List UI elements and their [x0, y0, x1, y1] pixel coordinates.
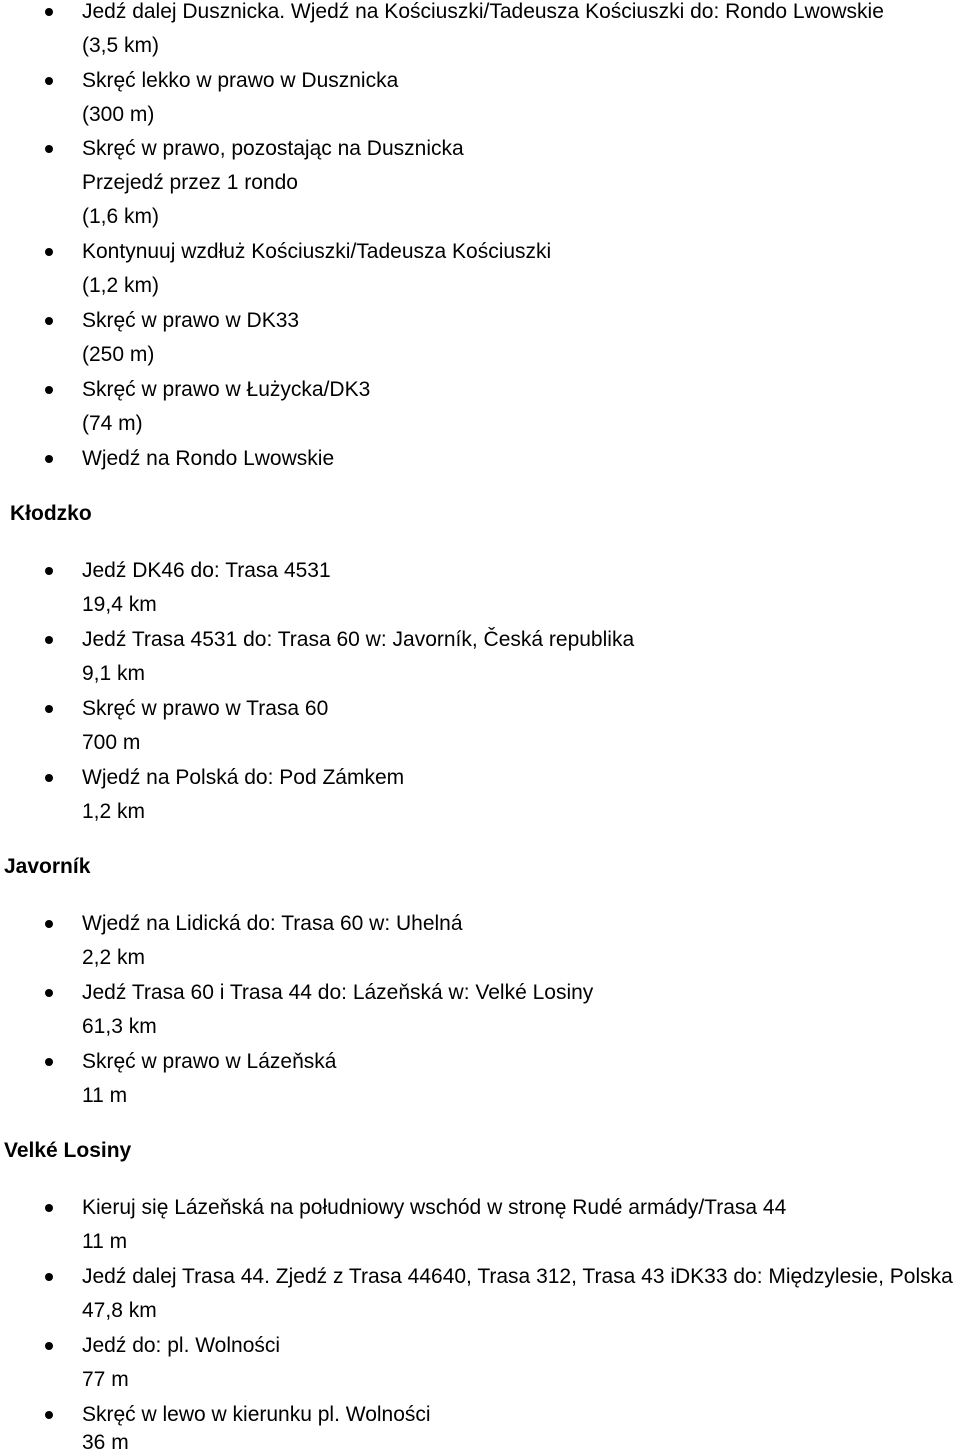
step-distance: 36 m [82, 1431, 129, 1454]
direction-step: Skręć w prawo w Trasa 60 [82, 697, 329, 720]
step-distance: 11 m [82, 1084, 128, 1107]
direction-step: Jedź Trasa 60 i Trasa 44 do: Lázeňská w: Velké Losiny [82, 981, 594, 1004]
step-distance: 2,2 km [82, 946, 146, 969]
step-detail: Przejedź przez 1 rondo [82, 171, 298, 194]
step-distance: (3,5 km) [82, 34, 160, 57]
step-distance: 700 m [82, 731, 141, 754]
direction-step: Kontynuuj wzdłuż Kościuszki/Tadeusza Kościuszki [82, 240, 552, 263]
step-distance: (250 m) [82, 343, 155, 366]
bullet-icon [45, 1058, 53, 1066]
direction-step: Jedź dalej Trasa 44. Zjedź z Trasa 44640, Trasa 312, Trasa 43 iDK33 do: Międzylesie, Polska [82, 1265, 953, 1288]
step-distance: 1,2 km [82, 800, 146, 823]
direction-step: Skręć w prawo w Łużycka/DK3 [82, 378, 371, 401]
bullet-icon [45, 774, 53, 782]
step-distance: 19,4 km [82, 593, 157, 616]
section-heading-velke-losiny: Velké Losiny [4, 1139, 132, 1162]
bullet-icon [45, 455, 53, 463]
bullet-icon [45, 386, 53, 394]
direction-step: Jedź do: pl. Wolności [82, 1334, 281, 1357]
section-heading-javornik: Javorník [4, 855, 91, 878]
direction-step: Wjedź na Polská do: Pod Zámkem [82, 766, 405, 789]
direction-step: Kieruj się Lázeňská na południowy wschód w stronę Rudé armády/Trasa 44 [82, 1196, 787, 1219]
step-distance: (1,2 km) [82, 274, 160, 297]
bullet-icon [45, 636, 53, 644]
direction-step: Jedź Trasa 4531 do: Trasa 60 w: Javorník, Česká republika [82, 628, 635, 651]
direction-step: Skręć w prawo, pozostając na Dusznicka [82, 137, 464, 160]
direction-step: Skręć w prawo w Lázeňská [82, 1050, 337, 1073]
bullet-icon [45, 920, 53, 928]
step-distance: (1,6 km) [82, 205, 160, 228]
step-distance: 11 m [82, 1230, 128, 1253]
section-heading-klodzko: Kłodzko [10, 502, 92, 525]
bullet-icon [45, 317, 53, 325]
direction-step: Wjedź na Lidická do: Trasa 60 w: Uhelná [82, 912, 463, 935]
bullet-icon [45, 1342, 53, 1350]
step-distance: (300 m) [82, 103, 155, 126]
step-distance: 9,1 km [82, 662, 146, 685]
bullet-icon [45, 567, 53, 575]
bullet-icon [45, 989, 53, 997]
step-distance: 47,8 km [82, 1299, 157, 1322]
bullet-icon [45, 248, 53, 256]
step-distance: 77 m [82, 1368, 129, 1391]
direction-step: Wjedź na Rondo Lwowskie [82, 447, 335, 470]
bullet-icon [45, 77, 53, 85]
step-distance: (74 m) [82, 412, 143, 435]
direction-step: Jedź DK46 do: Trasa 4531 [82, 559, 331, 582]
direction-step: Jedź dalej Dusznicka. Wjedź na Kościuszki/Tadeusza Kościuszki do: Rondo Lwowskie [82, 0, 884, 23]
direction-step: Skręć w prawo w DK33 [82, 309, 300, 332]
direction-step: Skręć lekko w prawo w Dusznicka [82, 69, 399, 92]
bullet-icon [45, 1273, 53, 1281]
direction-step: Skręć w lewo w kierunku pl. Wolności [82, 1403, 431, 1426]
bullet-icon [45, 145, 53, 153]
bullet-icon [45, 1204, 53, 1212]
bullet-icon [45, 1411, 53, 1419]
step-distance: 61,3 km [82, 1015, 157, 1038]
bullet-icon [45, 8, 53, 16]
bullet-icon [45, 705, 53, 713]
